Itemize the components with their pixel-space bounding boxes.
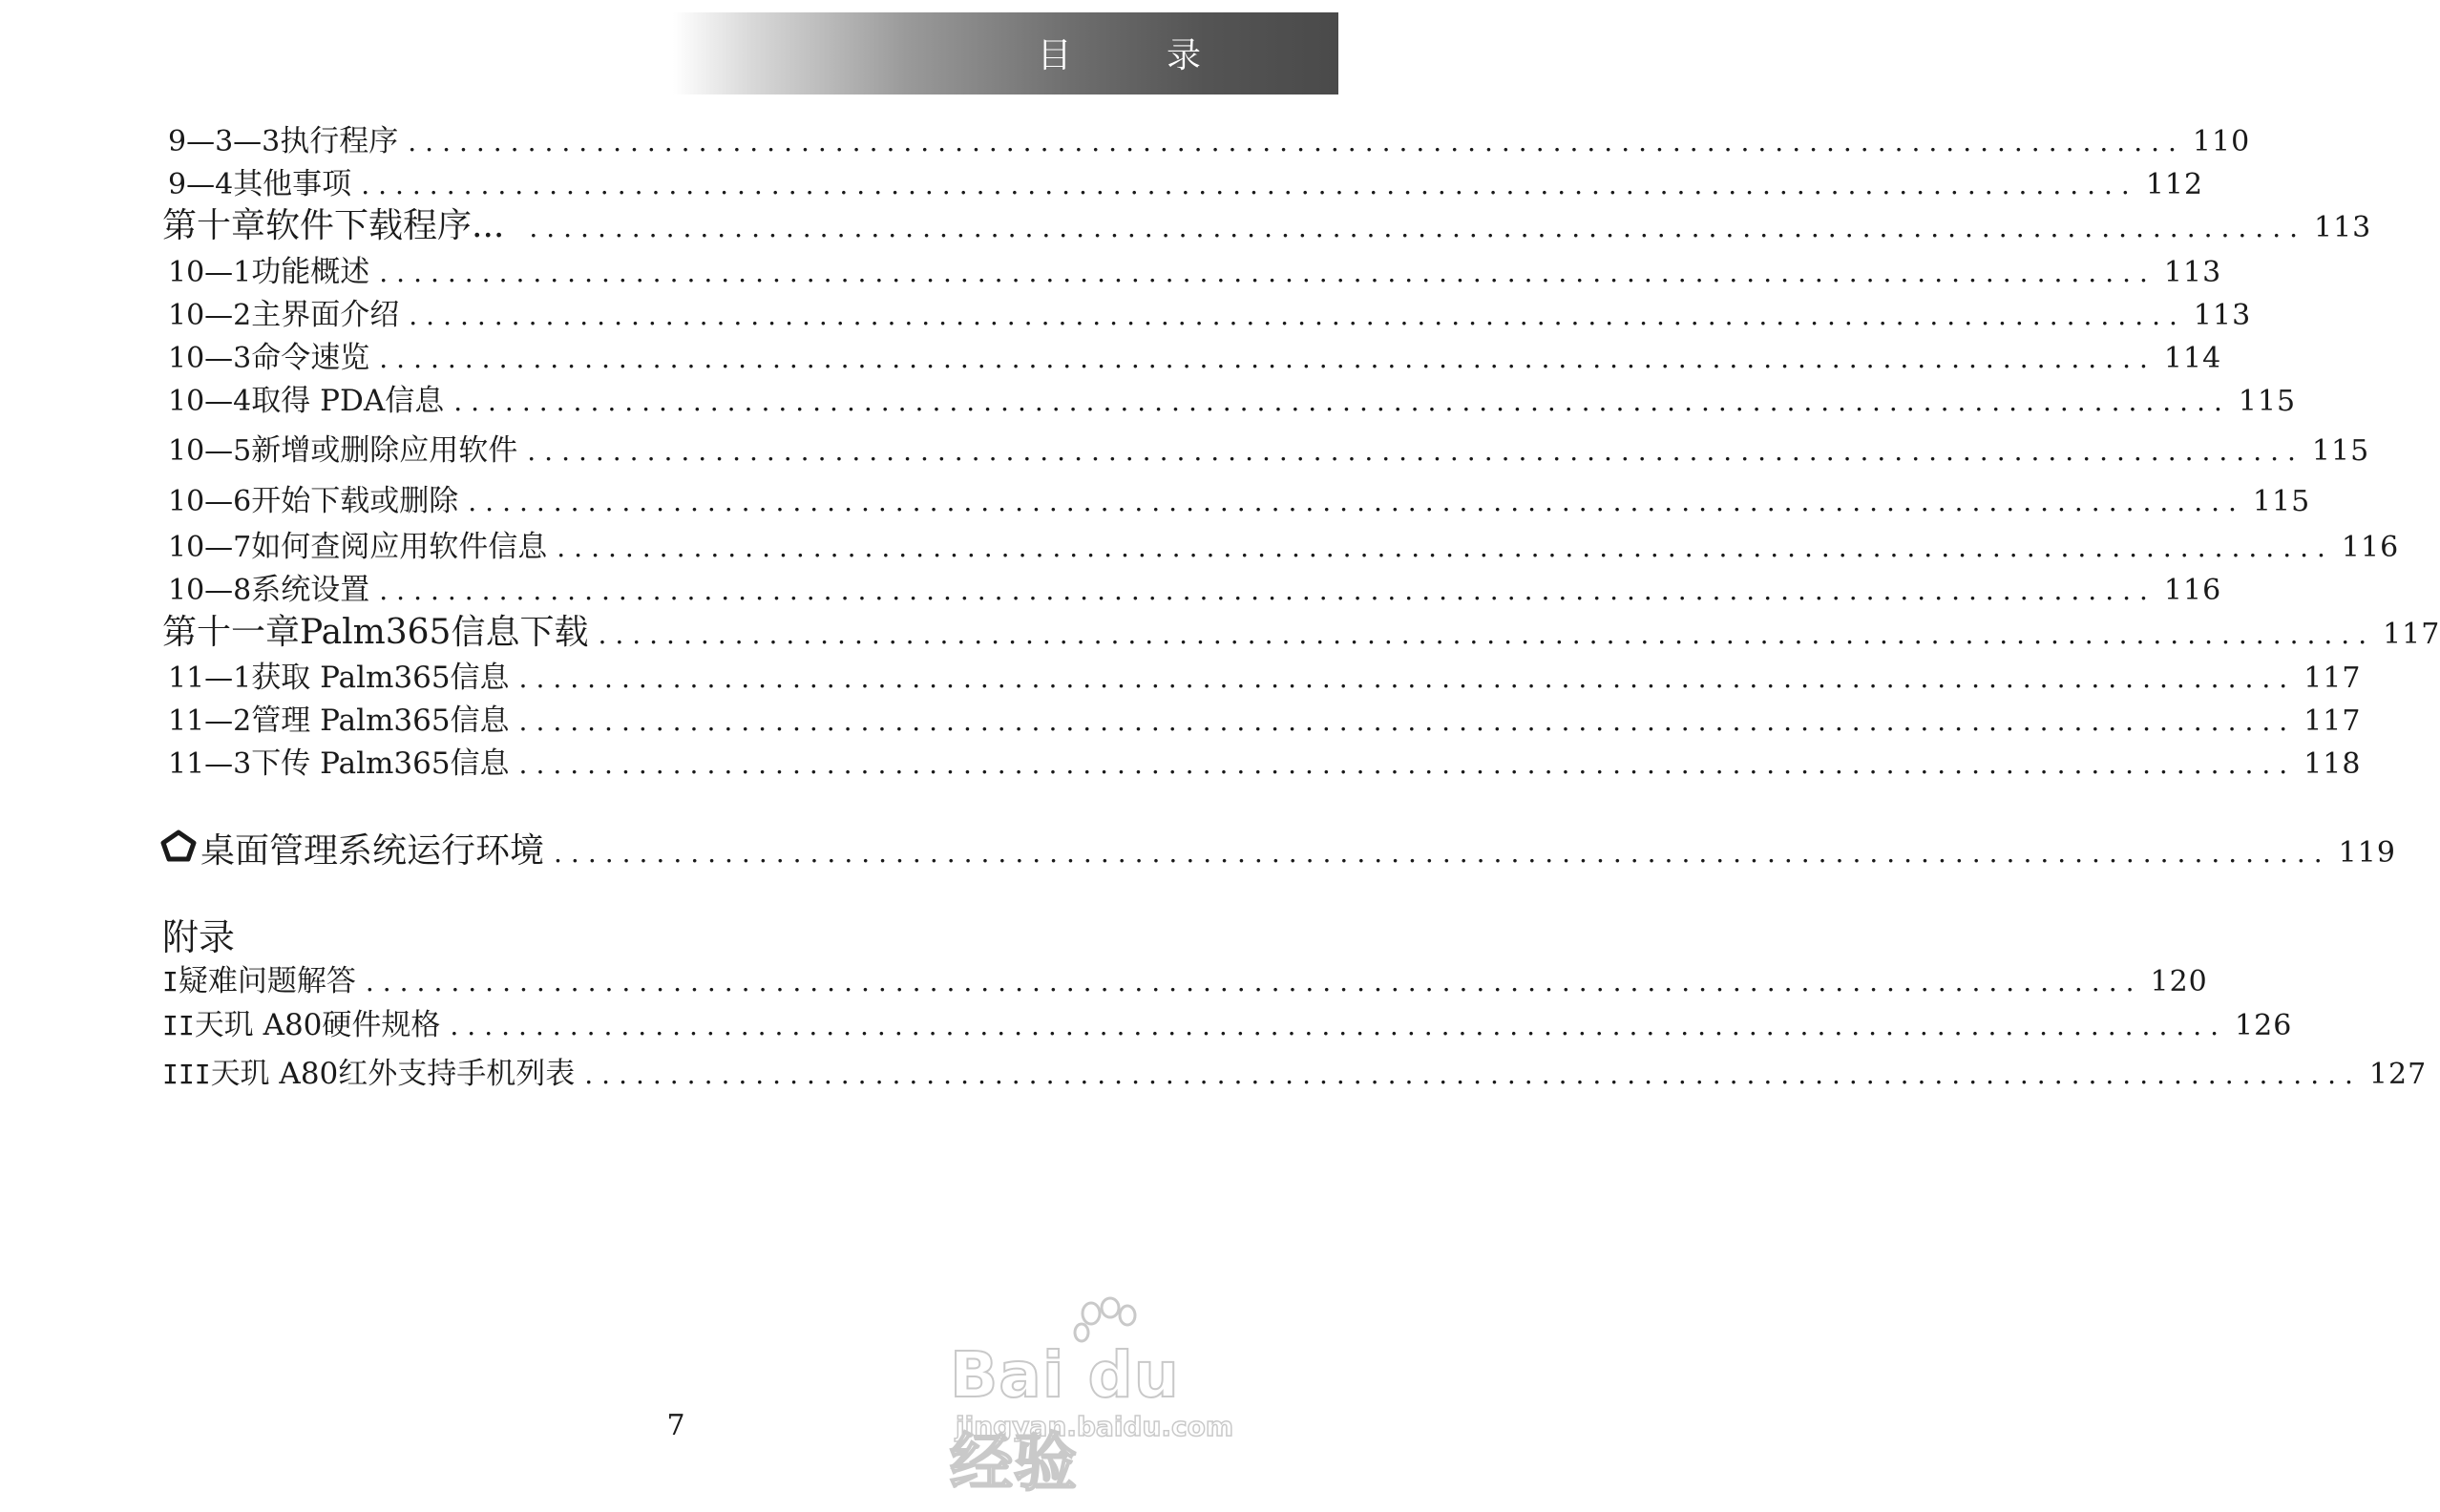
toc-leader-dots: ........................................................................................................ bbox=[365, 966, 2143, 998]
toc-leader-dots: ........................................................................................................ bbox=[584, 1059, 2362, 1090]
appendix-entry-number: II bbox=[162, 1010, 195, 1041]
appendix-heading: 附录 bbox=[162, 916, 236, 958]
toc-entry-title: 其他事项 bbox=[233, 167, 352, 201]
toc-leader-dots: ........................................................................................................ bbox=[518, 748, 2297, 780]
toc-entry-page: 117 bbox=[2303, 662, 2362, 695]
toc-entry[interactable] bbox=[168, 528, 2400, 567]
toc-entry-number: 9—4 bbox=[168, 168, 234, 201]
watermark-logo: Bai du 经验 bbox=[950, 1338, 1180, 1500]
appendix-entry-number: III bbox=[162, 1059, 211, 1090]
toc-entry-page: 117 bbox=[2303, 704, 2362, 738]
toc-entry-page: 112 bbox=[2145, 168, 2204, 201]
toc-leader-dots: ........................................................................................................ bbox=[554, 837, 2331, 869]
toc-leader-dots: ........................................................................................................ bbox=[409, 300, 2186, 331]
toc-entry-page: 117 bbox=[2383, 618, 2440, 651]
toc-entry-page: 126 bbox=[2235, 1009, 2293, 1042]
toc-leader-dots: ........................................................................................................ bbox=[468, 486, 2245, 517]
toc-entry-page: 115 bbox=[2238, 385, 2297, 418]
toc-chapter-number: 第十章 bbox=[162, 206, 266, 245]
toc-entry-number: 10—8 bbox=[168, 574, 252, 607]
toc-leader-dots: ........................................................................................................ bbox=[453, 386, 2231, 417]
toc-entry-title: 开始下载或删除 bbox=[251, 484, 459, 518]
toc-entry-title: 执行程序 bbox=[280, 124, 399, 158]
toc-entry-title: 命令速览 bbox=[251, 341, 370, 375]
toc-leader-dots: ........................................................................................................ bbox=[557, 532, 2334, 563]
toc-entry-number: 10—4 bbox=[168, 385, 252, 418]
toc-chapter-number: 第十一章 bbox=[162, 613, 301, 652]
toc-chapter-entry[interactable] bbox=[162, 613, 2440, 654]
toc-entry-title: 如何查阅应用软件信息 bbox=[251, 530, 548, 564]
toc-entry-number: 11—2 bbox=[168, 704, 252, 738]
toc-leader-dots: ........................................................................................................ bbox=[518, 662, 2297, 694]
toc-entry-number: 10—1 bbox=[168, 256, 252, 289]
toc-entry-page: 110 bbox=[2192, 125, 2251, 158]
header-title: 目 录 bbox=[1037, 36, 1243, 75]
toc-entry[interactable] bbox=[168, 745, 2362, 784]
toc-entry-number: 10—3 bbox=[168, 342, 252, 375]
toc-entry-number: 11—3 bbox=[168, 747, 252, 781]
toc-entry-number: 11—1 bbox=[168, 662, 252, 695]
appendix-entry[interactable] bbox=[162, 962, 2208, 1001]
toc-entry-title: 新增或删除应用软件 bbox=[251, 433, 518, 468]
pentagon-icon bbox=[160, 830, 197, 862]
appendix-entry-number: I bbox=[162, 966, 179, 998]
toc-entry-number: 10—5 bbox=[168, 434, 252, 468]
toc-entry-number: 10—7 bbox=[168, 531, 252, 564]
toc-leader-dots: ........................................................................................................ bbox=[361, 169, 2138, 200]
toc-entry-title: 获取 Palm365信息 bbox=[251, 661, 510, 695]
toc-entry-page: 113 bbox=[2163, 256, 2222, 289]
toc-desktop-title: 桌面管理系统运行环境 bbox=[200, 831, 545, 871]
appendix-entry-title: 天玑 A80红外支持手机列表 bbox=[210, 1057, 576, 1091]
toc-entry-title: 管理 Palm365信息 bbox=[251, 704, 510, 738]
watermark-url: jingyan.baidu.com bbox=[956, 1411, 1234, 1442]
appendix-entry-title: 天玑 A80硬件规格 bbox=[194, 1008, 441, 1042]
toc-leader-dots: ........................................................................................................ bbox=[527, 435, 2304, 467]
toc-entry-page: 119 bbox=[2338, 836, 2396, 870]
toc-entry-number: 10—6 bbox=[168, 485, 252, 518]
toc-entry-page: 118 bbox=[2303, 747, 2362, 781]
toc-entry[interactable] bbox=[168, 339, 2222, 378]
toc-desktop-entry[interactable] bbox=[160, 830, 2396, 872]
toc-entry-page: 114 bbox=[2163, 342, 2222, 375]
toc-entry[interactable] bbox=[168, 659, 2362, 698]
toc-entry-title: 主界面介绍 bbox=[251, 298, 400, 332]
toc-chapter-title: Palm365信息下载 bbox=[300, 613, 589, 652]
toc-entry-page: 120 bbox=[2150, 965, 2208, 998]
toc-entry-page: 116 bbox=[2163, 574, 2222, 607]
toc-entry[interactable] bbox=[168, 571, 2222, 610]
toc-entry[interactable] bbox=[168, 165, 2204, 204]
toc-entry[interactable] bbox=[168, 382, 2297, 421]
toc-entry-number: 10—2 bbox=[168, 299, 252, 332]
toc-entry[interactable] bbox=[168, 702, 2362, 741]
toc-entry-title: 取得 PDA信息 bbox=[251, 384, 445, 418]
toc-entry-page: 113 bbox=[2193, 299, 2252, 332]
toc-entry-page: 116 bbox=[2341, 531, 2400, 564]
toc-chapter-title: 软件下载程序... bbox=[265, 206, 505, 245]
toc-entry-page: 115 bbox=[2311, 434, 2370, 468]
toc-entry[interactable] bbox=[168, 482, 2311, 521]
toc-leader-dots: ........................................................................................................ bbox=[598, 619, 2376, 650]
appendix-entry-title: 疑难问题解答 bbox=[178, 964, 356, 998]
toc-entry[interactable] bbox=[168, 296, 2252, 335]
toc-entry-number: 9—3—3 bbox=[168, 125, 281, 158]
toc-entry-title: 下传 Palm365信息 bbox=[251, 746, 510, 781]
toc-entry-page: 113 bbox=[2314, 211, 2372, 244]
toc-entry-title: 功能概述 bbox=[251, 255, 370, 289]
toc-entry-title: 系统设置 bbox=[251, 573, 370, 607]
toc-leader-dots: ........................................................................................................ bbox=[379, 257, 2156, 288]
toc-leader-dots: ........................................................................................................ bbox=[379, 575, 2156, 606]
toc-leader-dots: ........................................................................................................ bbox=[518, 705, 2297, 737]
toc-leader-dots: ........................................................................................................ bbox=[529, 212, 2306, 243]
toc-entry-page: 115 bbox=[2252, 485, 2311, 518]
toc-entry[interactable] bbox=[168, 431, 2370, 471]
toc-chapter-entry[interactable] bbox=[162, 206, 2372, 247]
toc-entry-page: 127 bbox=[2368, 1058, 2428, 1091]
toc-entry[interactable] bbox=[168, 253, 2222, 292]
appendix-entry[interactable] bbox=[162, 1055, 2428, 1094]
appendix-entry[interactable] bbox=[162, 1006, 2293, 1045]
toc-leader-dots: ........................................................................................................ bbox=[379, 343, 2156, 374]
toc-entry[interactable] bbox=[168, 122, 2251, 161]
toc-leader-dots: ........................................................................................................ bbox=[450, 1010, 2228, 1041]
page-number: 7 bbox=[666, 1409, 685, 1442]
toc-leader-dots: ........................................................................................................ bbox=[408, 126, 2185, 158]
